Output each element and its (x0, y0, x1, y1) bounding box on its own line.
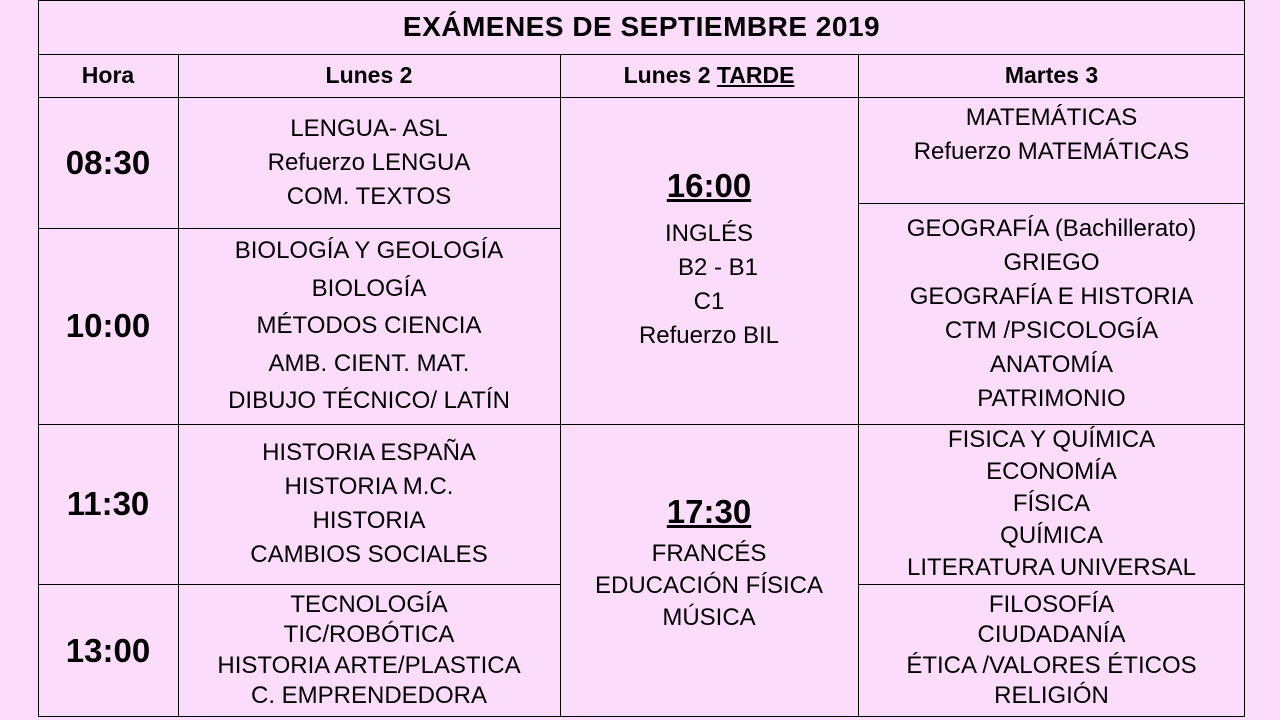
subject-line: FILOSOFÍA (988, 590, 1115, 618)
subject-line: GRIEGO (1003, 248, 1100, 276)
subject-line: LENGUA- ASL (290, 114, 448, 142)
subject-line: BIOLOGÍA Y GEOLOGÍA (234, 237, 504, 265)
header-hora: Hora (81, 62, 135, 88)
subject-line: C. EMPRENDEDORA (250, 682, 488, 709)
subject-line: MÉTODOS CIENCIA (256, 312, 482, 340)
subject-line: CTM /PSICOLOGÍA (944, 316, 1159, 344)
subject-line: FISICA Y QUÍMICA (947, 426, 1156, 453)
subject-line: GEOGRAFÍA (Bachillerato) (906, 214, 1197, 242)
subject-line: INGLÉS (664, 220, 754, 247)
subject-line: AMB. CIENT. MAT. (268, 349, 470, 377)
page-title: EXÁMENES DE SEPTIEMBRE 2019 (402, 11, 881, 42)
header-lunes-tarde (560, 54, 858, 97)
subject-line: ECONOMÍA (986, 458, 1117, 485)
tarde-slot1 (560, 97, 858, 424)
subject-line: HISTORIA M.C. (284, 473, 454, 500)
subject-line: Refuerzo LENGUA (267, 148, 471, 176)
subject-line: CIUDADANÍA (977, 621, 1126, 648)
subject-line: TIC/ROBÓTICA (283, 621, 455, 648)
martes-group-a (858, 97, 1245, 203)
lunes-1000-subjects (178, 228, 560, 424)
tarde-time-1600: 16:00 (666, 167, 752, 204)
subject-line: ÉTICA /VALORES ÉTICOS (906, 651, 1197, 679)
lunes-1300-subjects (178, 584, 560, 717)
subject-line: EDUCACIÓN FÍSICA (594, 572, 824, 599)
subject-line: GEOGRAFÍA E HISTORIA (909, 282, 1194, 310)
time-0830: 08:30 (65, 143, 151, 181)
subject-line: MATEMÁTICAS (965, 104, 1138, 131)
martes-group-b (858, 203, 1245, 424)
subject-line: DIBUJO TÉCNICO/ LATÍN (228, 387, 510, 415)
header-lunes-tarde-day: Lunes 2 (623, 62, 711, 88)
subject-line: FRANCÉS (651, 540, 767, 567)
time-1000: 10:00 (65, 307, 151, 344)
time-1130: 11:30 (66, 485, 150, 522)
subject-line: C1 (693, 288, 725, 315)
martes-group-d (858, 584, 1245, 717)
subject-line: QUÍMICA (1000, 522, 1103, 549)
subject-line: MÚSICA (662, 604, 756, 631)
subject-line: HISTORIA ARTE/PLASTICA (217, 651, 521, 679)
tarde-time-1730: 17:30 (666, 493, 752, 530)
tarde-slot2 (560, 424, 858, 717)
subject-line: CAMBIOS SOCIALES (250, 541, 488, 568)
time-1300: 13:00 (65, 631, 151, 669)
subject-line: Refuerzo BIL (638, 322, 780, 349)
header-tarde-label: TARDE (716, 62, 795, 88)
lunes-1130-subjects (178, 424, 560, 584)
subject-line: ANATOMÍA (989, 350, 1114, 378)
subject-line: Refuerzo MATEMÁTICAS (913, 138, 1190, 165)
subject-line: COM. TEXTOS (286, 182, 452, 210)
header-lunes: Lunes 2 (325, 62, 413, 88)
subject-line: HISTORIA ESPAÑA (262, 439, 476, 466)
subject-line: BIOLOGÍA (311, 274, 427, 302)
subject-line: PATRIMONIO (977, 384, 1126, 412)
lunes-0830-subjects (178, 97, 560, 228)
subject-line: FÍSICA (1012, 490, 1091, 517)
subject-line: HISTORIA (312, 507, 426, 534)
subject-line: TECNOLOGÍA (290, 590, 448, 618)
subject-line: B2 - B1 (677, 254, 759, 281)
header-martes: Martes 3 (1004, 62, 1099, 88)
subject-line: LITERATURA UNIVERSAL (907, 554, 1196, 581)
subject-line: RELIGIÓN (994, 682, 1109, 709)
martes-group-c (858, 424, 1245, 584)
